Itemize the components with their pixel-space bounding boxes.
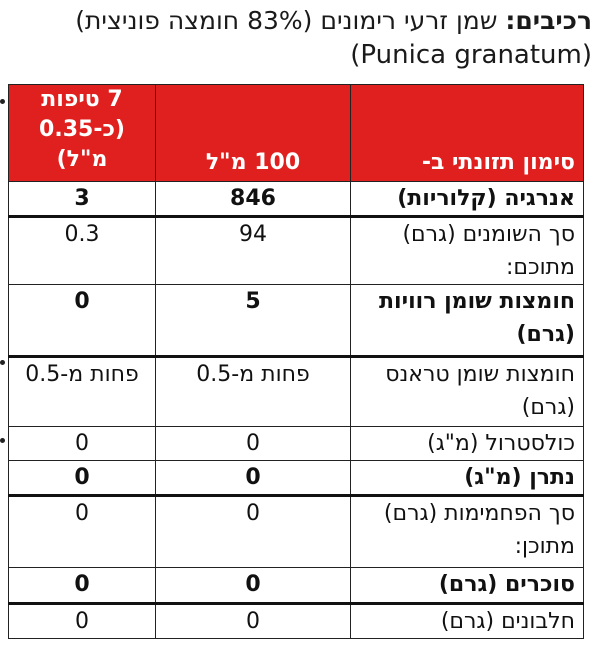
table-row [9,357,584,427]
table-row [9,604,584,639]
value-per-drops: פחות מ-0.5 [9,357,156,427]
table-header-row [9,85,584,182]
value-per-drops: 0 [9,285,156,357]
ingredients-label: רכיבים: [505,6,592,35]
nutrient-name: סך השומנים (גרם) מתוכם: [351,217,584,285]
nutrient-name: סך הפחמימות (גרם) מתוכן: [351,496,584,568]
header-drops-line2: (כ-0.35 מ"ל) [39,117,125,172]
value-per-drops: 0.3 [9,217,156,285]
value-per-100ml: 846 [156,182,351,217]
nutrient-name: סוכרים (גרם) [351,568,584,604]
value-per-100ml: 0 [156,461,351,496]
header-per-7-drops [9,85,156,182]
nutrient-name: חומצות שומן טראנס (גרם) [351,357,584,427]
value-per-drops: 0 [9,568,156,604]
value-per-drops: 0 [9,427,156,461]
ingredients-description: שמן זרעי רימונים (83% חומצה פוניצית) [75,6,498,35]
nutrition-table [8,84,584,639]
table-row [9,568,584,604]
value-per-drops: 0 [9,496,156,568]
value-per-100ml: 5 [156,285,351,357]
header-per-100ml: 100 מ"ל [156,85,351,182]
nutrient-name: כולסטרול (מ"ג) [351,427,584,461]
nutrient-name: אנרגיה (קלוריות) [351,182,584,217]
bullet-marker [0,99,5,104]
header-nutrient: סימון תזונתי ב- [351,85,584,182]
value-per-100ml: 0 [156,604,351,639]
value-per-drops: 0 [9,461,156,496]
value-per-100ml: 0 [156,568,351,604]
table-row [9,285,584,357]
nutrient-name: חלבונים (גרם) [351,604,584,639]
table-row [9,217,584,285]
value-per-100ml: 94 [156,217,351,285]
value-per-100ml: פחות מ-0.5 [156,357,351,427]
value-per-drops: 0 [9,604,156,639]
ingredients-latin-name: (Punica granatum) [350,40,592,70]
nutrient-name: נתרן (מ"ג) [351,461,584,496]
value-per-drops: 3 [9,182,156,217]
bullet-marker [0,438,5,443]
value-per-100ml: 0 [156,496,351,568]
table-row [9,427,584,461]
nutrient-name: חומצות שומן רוויות (גרם) [351,285,584,357]
table-row [9,182,584,217]
table-row [9,496,584,568]
header-drops-line1: 7 טיפות [41,87,123,112]
bullet-marker [0,360,5,365]
table-row [9,461,584,496]
value-per-100ml: 0 [156,427,351,461]
ingredients-text [12,4,592,72]
